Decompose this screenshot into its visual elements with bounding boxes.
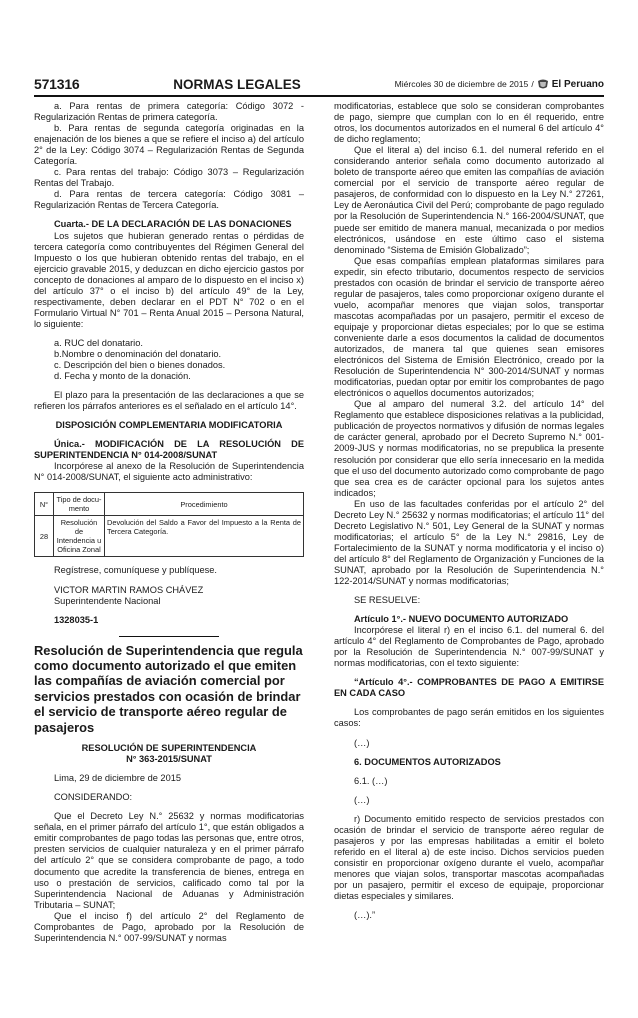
paragraph: c. Para rentas del trabajo: Código 3073 – Regularización Rentas del Trabajo. bbox=[34, 167, 304, 189]
signer-name: VICTOR MARTIN RAMOS CHÁVEZ bbox=[54, 584, 204, 595]
left-column bbox=[34, 101, 304, 944]
table-header-cell: N° bbox=[35, 493, 54, 516]
header-right bbox=[395, 79, 604, 90]
paragraph: Que esas compañías emplean plataformas similares para expedir, sin efecto tributario, documentos respecto de servicios prestados con ocasión de brindar el servicio de transporte aéreo regular de pasajeros, tales como proporcionar oxígeno durante el vuelo, acompañar menores que viajan solos, transportar mascotas acompañadas por un pasajero, permitir el exceso de equipaje y proporcionar dietas especiales; por lo que se estima conveniente darle a esos documentos la calidad de documentos autorizados, de manera tal que quienes sean emisores electrónicos del Sistema de Emisión Electrónico, creado por la Resolución de Superintendencia N° 300-2014/SUNAT y normas modificatorias, puedan optar por emitir los comprobantes de pago electrónicos o aquellos documentos autorizados; bbox=[334, 255, 604, 399]
section-divider bbox=[119, 636, 219, 637]
section-heading-disposicion: DISPOSICIÓN COMPLEMENTARIA MODIFICATORIA bbox=[55, 420, 283, 431]
resolution-heading: RESOLUCIÓN DE SUPERINTENDENCIA bbox=[81, 743, 257, 754]
issue-date: Miércoles 30 de diciembre de 2015 bbox=[394, 79, 529, 89]
paragraph: Que el Decreto Ley N.° 25632 y normas modificatorias señala, en el primer párrafo del artículo 1°, que están obligados a emitir comprobantes de pago todas las personas que, entre otros, presten servicios de cualquier naturaleza y en el primer párrafo del artículo 2° que se considera comprobante de pago, a todo documento que acredite la transferencia de bienes, entrega en uso o prestación de servicios, calificado como tal por la Superintendencia Nacional de Aduanas y Administración Tributaria – SUNAT; bbox=[34, 811, 304, 910]
page-number: 571316 bbox=[34, 76, 80, 92]
table-header-row bbox=[35, 493, 304, 516]
numeral-heading: 6. DOCUMENTOS AUTORIZADOS bbox=[354, 756, 501, 767]
ellipsis: (…).” bbox=[354, 910, 376, 921]
paragraph: r) Documento emitido respecto de servicios prestados con ocasión de brindar el servicio de transporte aéreo regular de pasajeros y por las empresas habilitadas a emitir el boleto referido en el literal a) de este inciso. Dichos servicios pueden consistir en proporcionar oxígeno durante el vuelo, acompañar menores que viajan solos, transportar mascotas acompañadas por un pasajero, permitir el exceso de equipaje, proporcionar dietas especiales y similares. bbox=[334, 813, 604, 902]
list-item: c. Descripción del bien o bienes donados. bbox=[54, 360, 226, 371]
list-item: d. Fecha y monto de la donación. bbox=[54, 371, 191, 382]
table-cell: Resolución de Intendencia u Oficina Zonal bbox=[54, 516, 105, 557]
paragraph: Que el inciso f) del artículo 2° del Reglamento de Comprobantes de Pago, aprobado por la Resolución de Superintendencia N.° 007-99/SUNAT y normas bbox=[34, 910, 304, 943]
list-item: b.Nombre o denominación del donatario. bbox=[54, 348, 222, 359]
section-title: NORMAS LEGALES bbox=[173, 76, 301, 92]
paragraph: Que al amparo del numeral 3.2. del artículo 14° del Reglamento que establece disposiciones relativas a la publicidad, publicación de proyectos normativos y difusión de normas legales de carácter general, aprobado por el Decreto Supremo N.° 001-2009-JUS y normas modificatorias, no se prepublica la presente resolución por considerar que ello sería innecesario en la medida que el uso del documento autorizado como comprobante de pago que sea crea es de carácter opcional para los sujetos antes indicados; bbox=[334, 399, 604, 498]
paragraph: d. Para rentas de tercera categoría: Código 3081 – Regularización Rentas de Tercera Categoría. bbox=[34, 189, 304, 211]
ellipsis: (…) bbox=[354, 737, 370, 748]
paragraph: Los comprobantes de pago serán emitidos en los siguientes casos: bbox=[334, 707, 604, 729]
table-cell: Devolución del Saldo a Favor del Impuesto a la Renta de Tercera Categoría. bbox=[105, 516, 304, 557]
table-cell: 28 bbox=[35, 516, 54, 557]
paragraph: Los sujetos que hubieran generado rentas o pérdidas de tercera categoría como contribuyentes del Régimen General del Impuesto o los que hubieran obtenido rentas del trabajo, en el ejercicio gravable 2015, y deduzcan en dicho ejercicio gastos por concepto de donaciones al amparo de lo dispuesto en el inciso x) del artículo 37° o el inciso b) del artículo 49° de la Ley, respectivamente, deben declarar en el PDT N° 702 o en el Formulario Virtual N° 701 – Renta Anual 2015 – Persona Natural, lo siguiente: bbox=[34, 230, 304, 329]
resuelve-heading: SE RESUELVE: bbox=[354, 595, 421, 606]
table-header-cell: Tipo de docu-mento bbox=[54, 493, 105, 516]
resolution-number: N° 363-2015/SUNAT bbox=[126, 754, 212, 765]
paragraph: En uso de las facultades conferidas por el artículo 2° del Decreto Ley N.° 25632 y normas modificatorias; el artículo 11° del Decreto Legislativo N.° 501, Ley General de la SUNAT y normas modificatorias; el artículo 5° de la Ley N.° 29816, Ley de Fortalecimiento de la SUNAT y norma modificatoria y el inciso o) del artículo 8° del Reglamento de Organización y Funciones de la SUNAT, aprobado por la Resolución de Superintendencia N.° 122-2014/SUNAT y normas modificatorias; bbox=[334, 498, 604, 587]
header-separator: / bbox=[531, 79, 534, 89]
article-heading: “Artículo 4°.- COMPROBANTES DE PAGO A EMITIRSE EN CADA CASO bbox=[334, 677, 604, 699]
table-row bbox=[35, 516, 304, 557]
resolution-title: Resolución de Superintendencia que regula como documento autorizado el que emiten las compañías de aviación comercial por servicios prestados con ocasión de brindar el servicio de transporte aéreo regular de pasajeros bbox=[34, 642, 303, 735]
header-rule bbox=[34, 95, 604, 97]
considerando-heading: CONSIDERANDO: bbox=[54, 792, 133, 803]
ellipsis: (…) bbox=[354, 794, 370, 805]
publication-name: El Peruano bbox=[551, 78, 604, 90]
paragraph: a. Para rentas de primera categoría: Código 3072 - Regularización Rentas de primera categoría. bbox=[34, 101, 304, 123]
article-heading: Artículo 1°.- NUEVO DOCUMENTO AUTORIZADO bbox=[354, 614, 569, 625]
coat-of-arms-icon bbox=[537, 79, 549, 90]
paragraph: Incorpórese al anexo de la Resolución de Superintendencia N° 014-2008/SUNAT, el siguiente acto administrativo: bbox=[34, 461, 304, 483]
paragraph: b. Para rentas de segunda categoría originadas en la enajenación de los bienes a que se refiere el inciso a) del artículo 2° de la Ley: Código 3074 – Regularización Rentas de Segunda Categoría. bbox=[34, 123, 304, 167]
table-header-cell: Procedimiento bbox=[105, 493, 304, 516]
paragraph: modificatorias, establece que solo se consideran comprobantes de pago, siempre que cumplan con lo en él requerido, entre otros, los documentos autorizados en el numeral 6 del artículo 4° de dicho reglamento; bbox=[334, 101, 604, 145]
paragraph: Que el literal a) del inciso 6.1. del numeral referido en el considerando anterior señala como documento autorizado al boleto de transporte aéreo que emiten las compañías de aviación comercial por el servicio de transporte aéreo regular de pasajeros, de conformidad con lo dispuesto en la Ley N.° 27261, Ley de Aeronáutica Civil del Perú; comprobante de pago regulado por la Resolución de Superintendencia N.° 166-2004/SUNAT, que puede ser emitido de manera manual, mecanizada o por medios electrónicos, usándose en este último caso el sistema denominado “Sistema de Emisión Globalizado”; bbox=[334, 145, 604, 255]
paragraph: El plazo para la presentación de las declaraciones a que se refieren los párrafos anteriores es el señalado en el artículo 14°. bbox=[34, 390, 304, 412]
numeral-item: 6.1. (…) bbox=[354, 775, 388, 786]
page-header bbox=[34, 74, 604, 94]
signer-title: Superintendente Nacional bbox=[54, 595, 161, 606]
right-column bbox=[334, 101, 604, 921]
publication-code: 1328035-1 bbox=[54, 614, 99, 625]
closing-formula: Regístrese, comuníquese y publíquese. bbox=[54, 565, 217, 576]
list-item: a. RUC del donatario. bbox=[54, 337, 143, 348]
procedures-table bbox=[34, 492, 304, 557]
section-heading-cuarta: Cuarta.- DE LA DECLARACIÓN DE LAS DONACIONES bbox=[54, 219, 292, 230]
paragraph: Incorpórese el literal r) en el inciso 6.1. del numeral 6. del artículo 4° del Reglamento de Comprobantes de Pago, aprobado por la Resolución de Superintendencia N.° 007-99/SUNAT y normas modificatorias, con el texto siguiente: bbox=[334, 625, 604, 669]
resolution-date: Lima, 29 de diciembre de 2015 bbox=[54, 773, 182, 784]
section-heading-unica: Única.- MODIFICACIÓN DE LA RESOLUCIÓN DE SUPERINTENDENCIA N° 014-2008/SUNAT bbox=[34, 439, 304, 461]
